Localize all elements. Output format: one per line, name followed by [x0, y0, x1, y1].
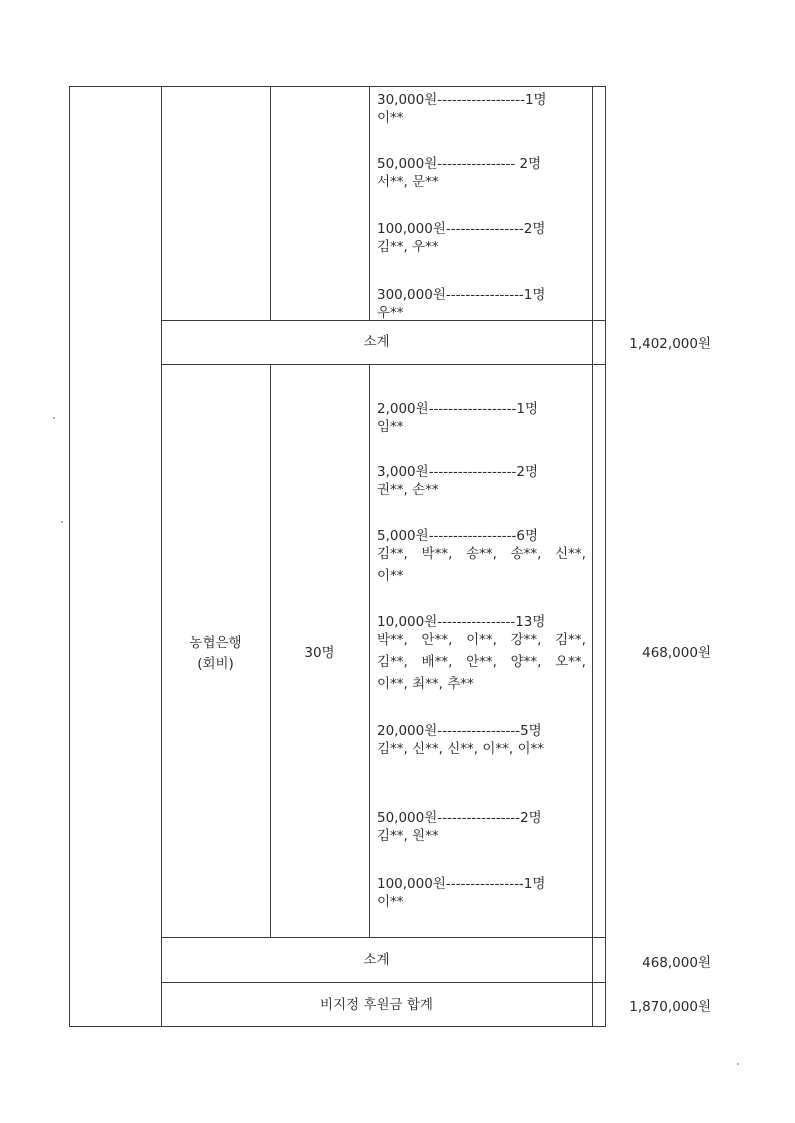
donor-names-line: [377, 629, 586, 651]
subtotal2-bottom-border: [161, 982, 606, 983]
donor-name: 박**,: [421, 546, 453, 562]
donor-names: 이**: [377, 110, 404, 126]
donation-amount-line: 300,000원----------------1명: [377, 287, 546, 303]
table-bottom-border: [69, 1026, 606, 1027]
donation-amount-line: 100,000원----------------1명: [377, 876, 546, 892]
column-divider-3: [369, 86, 370, 320]
donation-amount-line: 100,000원----------------2명: [377, 221, 546, 237]
donor-names-line: [377, 543, 586, 565]
donor-name: 안**,: [466, 654, 497, 670]
donor-names: 김**, 신**, 신**, 이**, 이**: [377, 741, 545, 757]
donor-name: 안**,: [421, 632, 453, 648]
subtotal2-top-border: [161, 937, 606, 938]
donation-amount-line: 5,000원------------------6명: [377, 528, 539, 544]
grand-total-value: 1,870,000원: [629, 999, 711, 1015]
donor-name: 김**,: [377, 654, 408, 670]
donation-amount-line: 20,000원-----------------5명: [377, 723, 542, 739]
donation-amount-line: 3,000원------------------2명: [377, 464, 539, 480]
donor-name: 이**: [377, 568, 404, 584]
donor-name: 오**,: [555, 654, 586, 670]
column-divider-2: [270, 86, 271, 320]
column-divider-3b: [369, 364, 370, 937]
donation-amount-line: 50,000원---------------- 2명: [377, 156, 542, 172]
subtotal1-bottom-border: [161, 364, 606, 365]
donor-name: 김**,: [555, 632, 586, 648]
donor-name: 송**,: [466, 546, 497, 562]
donor-names-line: [377, 565, 404, 587]
subtotal-label: 소계: [363, 952, 390, 968]
grand-total-label: 비지정 후원금 합계: [320, 997, 433, 1013]
donor-names: 우**: [377, 305, 404, 321]
donor-names: 임**: [377, 419, 404, 435]
donor-name: 강**,: [510, 632, 542, 648]
column-divider-1: [161, 86, 162, 1027]
donor-name: 이**, 최**, 추**: [377, 676, 474, 692]
scan-speck: [53, 417, 55, 419]
table-right-border: [605, 86, 606, 1027]
donor-name: 송**,: [510, 546, 542, 562]
donation-amount-line: 10,000원----------------13명: [377, 614, 546, 630]
donor-name: 양**,: [510, 654, 542, 670]
donor-name: 박**,: [377, 632, 408, 648]
donor-names: 서**, 문**: [377, 174, 439, 190]
section-total: 468,000원: [642, 645, 711, 661]
donor-names: 김**, 원**: [377, 828, 439, 844]
donor-name: 신**,: [555, 546, 586, 562]
donation-amount-line: 50,000원-----------------2명: [377, 810, 542, 826]
scan-speck: [737, 1063, 739, 1065]
donor-names-line: [377, 673, 474, 695]
subtotal-label: 소계: [363, 334, 390, 350]
scan-speck: [61, 521, 63, 523]
subtotal-value: 1,402,000원: [629, 336, 711, 352]
subtotal-value: 468,000원: [642, 955, 711, 971]
donor-names-line: [377, 651, 586, 673]
donor-name: 이**,: [466, 632, 497, 648]
table-top-border: [69, 86, 606, 87]
donor-name: 김**,: [377, 546, 408, 562]
donor-name: 배**,: [421, 654, 453, 670]
donor-names: 김**, 우**: [377, 239, 439, 255]
bank-subtitle: (회비): [197, 656, 234, 672]
donor-names: 권**, 손**: [377, 482, 439, 498]
bank-name: 농협은행: [189, 635, 242, 651]
donor-names: 이**: [377, 894, 404, 910]
donation-amount-line: 30,000원------------------1명: [377, 92, 547, 108]
donor-count: 30명: [304, 645, 335, 661]
donation-amount-line: 2,000원------------------1명: [377, 401, 539, 417]
table-left-border: [69, 86, 70, 1027]
column-divider-4: [592, 86, 593, 1027]
